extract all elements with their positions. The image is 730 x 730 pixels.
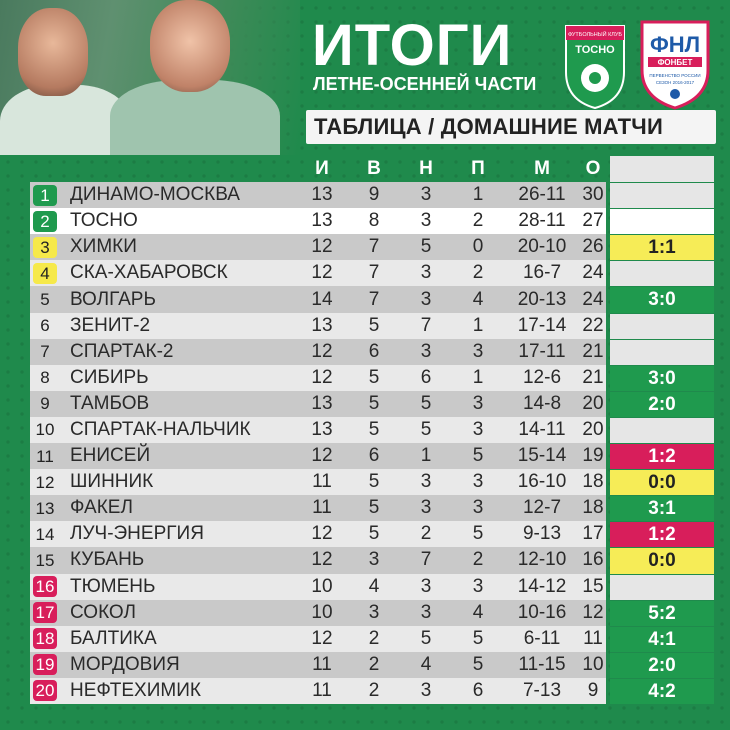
losses: 4 [472, 288, 484, 310]
points: 20 [582, 418, 604, 440]
match-result: 3:1 [610, 495, 714, 521]
team-name: НЕФТЕХИМИК [70, 679, 201, 701]
goals: 17-11 [518, 340, 566, 362]
games-played: 12 [311, 262, 333, 284]
games-played: 11 [312, 653, 332, 675]
wins: 7 [368, 236, 380, 258]
table-row [30, 365, 606, 391]
games-played: 13 [311, 314, 333, 336]
points: 30 [582, 184, 604, 206]
wins: 7 [368, 262, 380, 284]
match-result: 1:2 [610, 521, 714, 547]
position-badge: 15 [35, 550, 55, 570]
points: 17 [582, 523, 604, 545]
points: 16 [582, 549, 604, 571]
draws: 5 [420, 418, 432, 440]
points: 21 [582, 366, 604, 388]
losses: 5 [472, 523, 484, 545]
wins: 9 [368, 184, 380, 206]
standings-table [30, 156, 606, 704]
position-badge: 1 [33, 185, 57, 206]
wins: 2 [368, 653, 380, 675]
team-name: ДИНАМО-МОСКВА [70, 184, 240, 206]
games-played: 13 [311, 392, 333, 414]
draws: 3 [420, 601, 432, 623]
col-header: М [534, 158, 550, 180]
match-result: 5:2 [610, 600, 714, 626]
team-name: ШИННИК [70, 471, 154, 493]
goals: 11-15 [518, 653, 566, 675]
games-played: 10 [311, 575, 333, 597]
games-played: 12 [311, 549, 333, 571]
team-name: ТЮМЕНЬ [70, 575, 156, 597]
team-name: СПАРТАК-2 [70, 340, 174, 362]
table-row [30, 208, 606, 234]
fnl-logo-season: СЕЗОН 2016-2017 [655, 80, 695, 85]
position-badge: 11 [36, 446, 54, 466]
losses: 2 [472, 549, 484, 571]
games-played: 13 [311, 418, 333, 440]
losses: 3 [472, 418, 484, 440]
fnl-logo [636, 18, 714, 110]
wins: 3 [368, 601, 380, 623]
points: 27 [582, 210, 604, 232]
position-badge: 9 [40, 394, 50, 414]
position-badge: 2 [33, 211, 57, 232]
table-row [30, 260, 606, 286]
points: 18 [582, 471, 604, 493]
games-played: 14 [311, 288, 333, 310]
position-badge: 16 [33, 576, 57, 597]
tosno-logo-top: ФУТБОЛЬНЫЙ КЛУБ [567, 32, 623, 38]
goals: 7-13 [522, 679, 562, 701]
match-result: 1:1 [610, 234, 714, 260]
match-result [610, 182, 714, 208]
fnl-logo-name: ФНЛ [649, 32, 701, 57]
games-played: 12 [311, 445, 333, 467]
draws: 2 [420, 523, 432, 545]
draws: 5 [420, 627, 432, 649]
losses: 3 [472, 497, 484, 519]
match-result: 3:0 [610, 365, 714, 391]
match-result [610, 574, 714, 600]
draws: 3 [420, 210, 432, 232]
goals: 6-11 [523, 627, 561, 649]
points: 9 [587, 679, 599, 701]
goals: 26-11 [518, 184, 566, 206]
games-played: 11 [312, 471, 332, 493]
table-row [30, 391, 606, 417]
wins: 5 [368, 392, 380, 414]
losses: 3 [472, 340, 484, 362]
draws: 3 [420, 184, 432, 206]
games-played: 10 [311, 601, 333, 623]
points: 15 [582, 575, 604, 597]
position-badge: 17 [33, 602, 57, 623]
team-name: ХИМКИ [70, 236, 137, 258]
draws: 5 [420, 392, 432, 414]
position-badge: 5 [40, 290, 50, 310]
wins: 5 [368, 418, 380, 440]
match-result: 0:0 [610, 469, 714, 495]
games-played: 12 [311, 523, 333, 545]
draws: 3 [420, 340, 432, 362]
position-badge: 3 [33, 237, 57, 258]
wins: 4 [368, 575, 380, 597]
goals: 10-16 [517, 601, 567, 623]
team-name: КУБАНЬ [70, 549, 145, 571]
points: 26 [582, 236, 604, 258]
wins: 3 [368, 549, 380, 571]
results-header [610, 156, 714, 182]
team-name: ЕНИСЕЙ [70, 445, 151, 467]
losses: 5 [472, 627, 484, 649]
col-header: И [315, 158, 329, 180]
points: 24 [582, 288, 604, 310]
goals: 16-7 [522, 262, 562, 284]
position-badge: 7 [40, 342, 50, 362]
table-row [30, 521, 606, 547]
match-result [610, 260, 714, 286]
losses: 3 [472, 392, 484, 414]
match-result: 2:0 [610, 391, 714, 417]
goals: 15-14 [517, 445, 567, 467]
draws: 3 [420, 575, 432, 597]
position-badge: 14 [35, 524, 55, 544]
wins: 5 [368, 497, 380, 519]
losses: 1 [472, 314, 484, 336]
games-played: 12 [311, 236, 333, 258]
draws: 3 [420, 679, 432, 701]
table-row [30, 678, 606, 704]
player-head [18, 8, 88, 96]
match-result: 2:0 [610, 652, 714, 678]
team-name: СПАРТАК-НАЛЬЧИК [70, 418, 251, 440]
team-name: БАЛТИКА [70, 627, 157, 649]
position-badge: 18 [33, 628, 57, 649]
position-badge: 20 [33, 680, 57, 701]
wins: 6 [368, 445, 380, 467]
draws: 5 [420, 236, 432, 258]
games-played: 11 [312, 679, 332, 701]
games-played: 11 [312, 497, 332, 519]
wins: 7 [368, 288, 380, 310]
games-played: 13 [311, 210, 333, 232]
draws: 7 [420, 549, 432, 571]
points: 18 [582, 497, 604, 519]
page-title: ИТОГИ [312, 13, 513, 78]
losses: 5 [472, 653, 484, 675]
position-badge: 19 [33, 654, 57, 675]
team-name: ТОСНО [70, 210, 138, 232]
col-header: В [367, 158, 381, 180]
losses: 3 [472, 471, 484, 493]
table-row [30, 626, 606, 652]
goals: 17-14 [517, 314, 567, 336]
table-row [30, 652, 606, 678]
table-row [30, 313, 606, 339]
goals: 14-11 [518, 418, 566, 440]
team-name: ТАМБОВ [70, 392, 150, 414]
wins: 6 [368, 340, 380, 362]
losses: 6 [472, 679, 484, 701]
goals: 14-12 [517, 575, 567, 597]
col-header: О [585, 158, 601, 180]
points: 21 [582, 340, 604, 362]
games-played: 12 [311, 340, 333, 362]
fnl-logo-sponsor: ФОНБЕТ [657, 58, 693, 67]
team-name: СИБИРЬ [70, 366, 149, 388]
table-header [30, 156, 606, 182]
team-name: МОРДОВИЯ [70, 653, 180, 675]
table-row [30, 547, 606, 573]
goals: 20-10 [517, 236, 567, 258]
losses: 5 [472, 445, 484, 467]
points: 24 [582, 262, 604, 284]
goals: 20-13 [517, 288, 567, 310]
goals: 12-10 [517, 549, 567, 571]
wins: 8 [368, 210, 380, 232]
tosno-logo [562, 22, 628, 110]
games-played: 12 [311, 627, 333, 649]
wins: 2 [368, 679, 380, 701]
draws: 3 [420, 497, 432, 519]
table-row [30, 234, 606, 260]
goals: 14-8 [522, 392, 562, 414]
team-name: ЗЕНИТ-2 [70, 314, 151, 336]
match-result: 3:0 [610, 286, 714, 312]
table-banner: ТАБЛИЦА / ДОМАШНИЕ МАТЧИ [306, 110, 716, 144]
tosno-logo-name: ТОСНО [575, 44, 615, 56]
losses: 1 [472, 366, 484, 388]
draws: 4 [420, 653, 432, 675]
position-badge: 10 [35, 420, 55, 440]
points: 12 [582, 601, 604, 623]
match-result [610, 417, 714, 443]
losses: 2 [472, 262, 484, 284]
losses: 3 [472, 575, 484, 597]
points: 22 [582, 314, 604, 336]
wins: 5 [368, 366, 380, 388]
col-header: П [471, 158, 485, 180]
points: 20 [582, 392, 604, 414]
points: 19 [582, 445, 604, 467]
team-name: СКА-ХАБАРОВСК [70, 262, 228, 284]
losses: 1 [472, 184, 484, 206]
goals: 9-13 [522, 523, 562, 545]
match-result: 0:0 [610, 547, 714, 573]
match-result [610, 208, 714, 234]
losses: 2 [472, 210, 484, 232]
goals: 12-7 [522, 497, 562, 519]
tosno-home-results [610, 182, 714, 704]
wins: 2 [368, 627, 380, 649]
draws: 3 [420, 288, 432, 310]
wins: 5 [368, 523, 380, 545]
goals: 28-11 [518, 210, 566, 232]
position-badge: 12 [35, 472, 55, 492]
table-row [30, 574, 606, 600]
table-row [30, 417, 606, 443]
points: 11 [583, 627, 603, 649]
draws: 3 [420, 262, 432, 284]
table-row [30, 286, 606, 312]
player-head [150, 0, 230, 92]
match-result [610, 339, 714, 365]
match-result [610, 313, 714, 339]
position-badge: 8 [40, 368, 50, 388]
team-name: ФАКЕЛ [70, 497, 133, 519]
table-row [30, 600, 606, 626]
table-row [30, 339, 606, 365]
match-result: 4:1 [610, 626, 714, 652]
draws: 6 [420, 366, 432, 388]
players-photo [0, 0, 300, 155]
match-result: 1:2 [610, 443, 714, 469]
page-subtitle: ЛЕТНЕ-ОСЕННЕЙ ЧАСТИ [313, 74, 537, 94]
table-row [30, 443, 606, 469]
draws: 7 [420, 314, 432, 336]
wins: 5 [368, 471, 380, 493]
points: 10 [582, 653, 604, 675]
goals: 16-10 [517, 471, 567, 493]
draws: 3 [420, 471, 432, 493]
team-name: ВОЛГАРЬ [70, 288, 156, 310]
wins: 5 [368, 314, 380, 336]
position-badge: 13 [35, 498, 55, 518]
match-result: 4:2 [610, 678, 714, 704]
goals: 12-6 [522, 366, 562, 388]
table-row [30, 469, 606, 495]
losses: 0 [472, 236, 484, 258]
games-played: 13 [311, 184, 333, 206]
losses: 4 [472, 601, 484, 623]
col-header: Н [419, 158, 433, 180]
position-badge: 6 [40, 316, 50, 336]
table-row [30, 182, 606, 208]
team-name: СОКОЛ [70, 601, 136, 623]
fnl-logo-bottom: ПЕРВЕНСТВО РОССИИ [649, 73, 701, 78]
draws: 1 [420, 445, 432, 467]
position-badge: 4 [33, 263, 57, 284]
games-played: 12 [311, 366, 333, 388]
table-row [30, 495, 606, 521]
team-name: ЛУЧ-ЭНЕРГИЯ [70, 523, 204, 545]
